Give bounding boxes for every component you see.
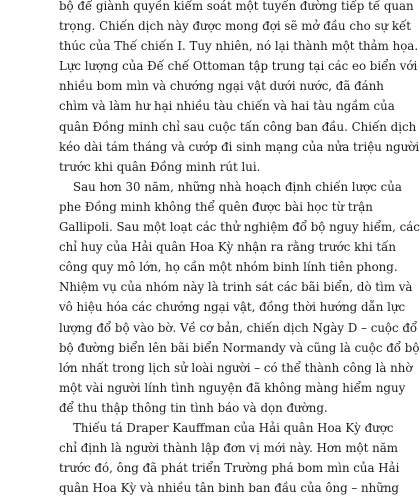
paragraph-3 [59, 418, 400, 498]
text-line: Gallipoli. Sau một loạt các thử nghiệm đổ bộ nguy hiểm, các [59, 220, 420, 235]
text-line: chìm và làm hư hại nhiều tàu chiến và hai tàu ngầm của [59, 99, 395, 114]
text-line: quân Đồng minh chỉ sau cuộc tấn công ban đầu. Chiến dịch [59, 119, 417, 134]
text-line: lớn nhất trong lịch sử loài người – có thể thành công là nhờ [59, 360, 413, 375]
text-line: Sau hơn 30 năm, những nhà hoạch định chiến lược của [73, 179, 402, 194]
text-line: trước đó, ông đã phát triển Trường phá bom mìn của Hải [59, 461, 400, 476]
text-line: quân Hoa Kỳ và nhiều tân binh ban đầu của ông – những [59, 481, 399, 496]
text-line: bộ đường biển lên bãi biển Normandy và cũng là cuộc đổ bộ [59, 340, 420, 355]
paragraph-2 [59, 177, 420, 418]
text-line: chỉ định là người thành lập đơn vị mới này. Hơn một năm [59, 441, 398, 456]
text-line: vô hiệu hóa các chướng ngại vật, đồng thời hướng dẫn lực [59, 300, 406, 315]
text-line: công quy mô lớn, họ cần một nhóm binh lính tiên phong. [59, 260, 398, 275]
text-line: trọng. Chiến dịch này được mong đợi sẽ mở đầu cho sự kết [59, 19, 411, 34]
body-text [59, 0, 420, 498]
text-line: bộ để giành quyền kiểm soát một tuyến đường tiếp tế quan [59, 0, 414, 13]
text-line: lượng đổ bộ vào bờ. Về cơ bản, chiến dịch Ngày D – cuộc đổ [59, 320, 418, 335]
text-line: một vài người lính tình nguyện đã không màng hiểm nguy [59, 380, 406, 395]
paragraph-1 [59, 0, 420, 177]
text-line: Nhiệm vụ của nhóm này là trinh sát các bãi biển, dò tìm và [59, 280, 413, 295]
text-line: phe Đồng minh không thể quên được bài học từ trận [59, 199, 373, 214]
text-line: thúc của Thế chiến I. Tuy nhiên, nó lại thành một thảm họa. [59, 39, 419, 54]
text-line: Lực lượng của Đế chế Ottoman tập trung tại các eo biển với [59, 59, 418, 74]
text-line: để thu thập thông tin tình báo và dọn đường. [59, 400, 328, 415]
text-line: nhiều bom mìn và chướng ngại vật dưới nước, đã đánh [59, 79, 384, 94]
text-line: chỉ huy của Hải quân Hoa Kỳ nhận ra rằng trước khi tấn [59, 240, 396, 255]
text-line: Thiếu tá Draper Kauffman của Hải quân Hoa Kỳ được [73, 420, 394, 435]
text-line: kéo dài tám tháng và cướp đi sinh mạng của nửa triệu người [59, 139, 420, 154]
text-line: trước khi quân Đồng minh rút lui. [59, 159, 261, 174]
